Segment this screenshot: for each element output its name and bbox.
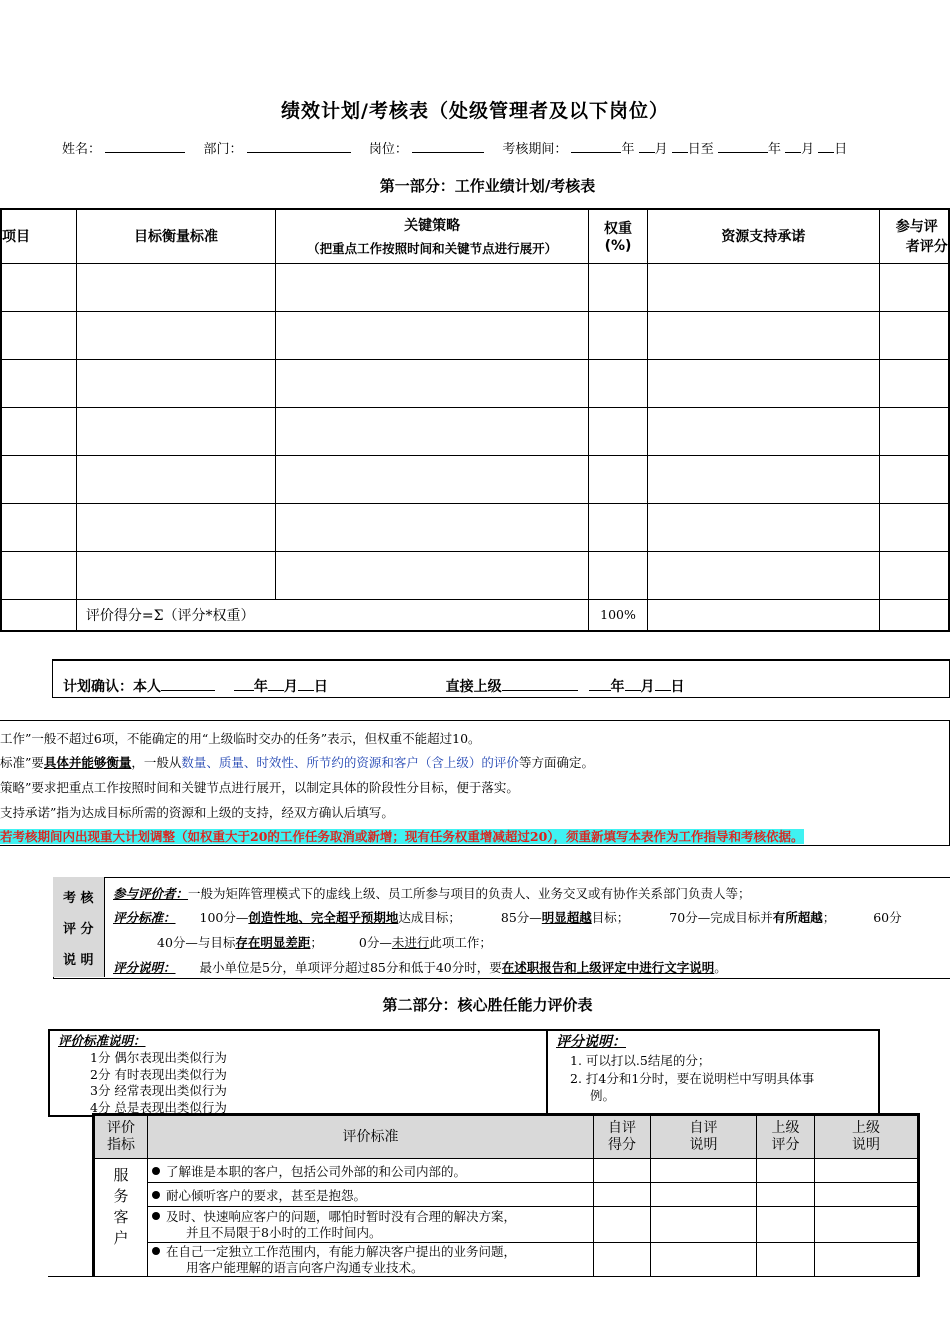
cell[interactable]	[594, 1207, 651, 1243]
s40-label: 40分—与目标	[157, 935, 236, 950]
note-2	[0, 753, 594, 771]
cell[interactable]	[589, 311, 648, 359]
cell[interactable]	[76, 263, 275, 311]
cell[interactable]	[76, 503, 275, 551]
table-row	[1, 551, 949, 599]
month-label: 月	[640, 679, 655, 695]
cell[interactable]	[879, 359, 949, 407]
score-row	[1, 599, 949, 631]
table-row	[1, 503, 949, 551]
standard-text: 及时、快速响应客户的问题，哪怕时暂时没有合理的解决方案，	[166, 1208, 517, 1224]
period-end-year-field[interactable]	[718, 140, 768, 153]
cell[interactable]	[647, 311, 879, 359]
bullet-icon	[152, 1247, 160, 1255]
header-self-note-line2: 说明	[689, 1137, 718, 1153]
period-end-month-field[interactable]	[785, 140, 801, 153]
cell[interactable]	[1, 551, 76, 599]
header-strategy	[276, 209, 589, 263]
s40-tail: ；	[310, 935, 323, 950]
year-label: 年	[610, 679, 625, 695]
score-note: 例。	[590, 1088, 616, 1103]
bottom-rule	[48, 1276, 154, 1277]
participant-title: 参与评价者：	[113, 886, 189, 901]
cell[interactable]	[276, 311, 589, 359]
note-5-highlight: 若考核期间内出现重大计划调整（如权重大于20的工作任务取消或新增；现有任务权重增减超过20），须重新填写本表作为工作指导和考核依据。	[0, 829, 804, 844]
header-indicator-line2: 指标	[107, 1137, 135, 1153]
indicator-cell	[94, 1159, 148, 1277]
indicator-char: 服	[113, 1166, 129, 1184]
standard-cell	[148, 1243, 594, 1277]
desc-tail: 。	[714, 960, 727, 975]
note-2-emphasis: 具体并能够衡量	[43, 755, 132, 770]
cell[interactable]	[757, 1159, 815, 1183]
criteria-item: 2分 有时表现出类似行为	[90, 1067, 227, 1082]
cell[interactable]	[1, 407, 76, 455]
score-note: 1. 可以打以.5结尾的分；	[570, 1053, 711, 1068]
desc-text: 最小单位是5分，单项评分超过85分和低于40分时，要	[199, 960, 502, 975]
score-notes-title: 评分说明：	[556, 1034, 626, 1050]
header-sup-score-line2: 评分	[771, 1137, 800, 1153]
note-1: 工作”一般不超过6项，不能确定的用“上级临时交办的任务”表示，但权重不能超过10。	[0, 731, 481, 746]
header-indicator	[94, 1115, 148, 1159]
cell[interactable]	[647, 455, 879, 503]
name-field[interactable]	[105, 140, 185, 153]
criteria-item: 4分 总是表现出类似行为	[90, 1100, 227, 1115]
self-signature-field[interactable]	[161, 678, 215, 691]
cell[interactable]	[647, 599, 879, 631]
cell[interactable]	[879, 551, 949, 599]
note-5	[0, 827, 804, 845]
header-sup-note-line1: 上级	[852, 1120, 880, 1136]
day-label: 日	[313, 679, 328, 695]
cell[interactable]	[589, 263, 648, 311]
cell[interactable]	[1, 503, 76, 551]
cell[interactable]	[1, 263, 76, 311]
month-label: 月	[801, 142, 815, 157]
cell[interactable]	[276, 455, 589, 503]
cell[interactable]	[647, 263, 879, 311]
self-day-field[interactable]	[298, 678, 314, 691]
standard-text: 用客户能理解的语言向客户沟通专业技术。	[186, 1259, 424, 1275]
cell[interactable]	[879, 599, 949, 631]
cell[interactable]	[757, 1207, 815, 1243]
header-participant-line1: 参与评	[895, 219, 938, 236]
note-2-part: 标准”要	[0, 755, 44, 770]
superior-month-field[interactable]	[625, 678, 641, 691]
competency-row	[94, 1243, 919, 1277]
note-3: 策略”要求把重点工作按照时间和关键节点进行展开，以制定具体的阶段性分目标，便于落实。	[0, 780, 519, 795]
note-2-part: 等方面确定。	[518, 755, 594, 770]
table-row	[1, 407, 949, 455]
post-field[interactable]	[412, 140, 484, 153]
score-formula: 评价得分=Σ（评分*权重）	[76, 599, 588, 631]
note-2-part: ，一般从	[131, 755, 182, 770]
cell[interactable]	[276, 407, 589, 455]
cell[interactable]	[815, 1159, 919, 1183]
s0-tail: 此项工作；	[429, 935, 492, 950]
header-resource: 资源支持承诺	[647, 209, 879, 263]
cell[interactable]	[276, 503, 589, 551]
header-sup-note-line2: 说明	[852, 1137, 880, 1153]
cell[interactable]	[815, 1243, 919, 1277]
header-participant	[879, 209, 949, 263]
period-label: 考核期间：	[502, 142, 568, 157]
criteria-divider	[546, 1029, 548, 1115]
dept-label: 部门：	[203, 142, 243, 157]
cell[interactable]	[76, 455, 275, 503]
table-row	[1, 311, 949, 359]
cell[interactable]	[594, 1243, 651, 1277]
page-title: 绩效计划/考核表（处级管理者及以下岗位）	[281, 100, 669, 122]
standard-text: 了解谁是本职的客户，包括公司外部的和公司内部的。	[166, 1163, 467, 1179]
self-year-field[interactable]	[234, 678, 254, 691]
standard-cell	[148, 1159, 594, 1183]
s70-tail: ；	[822, 910, 836, 925]
header-item: 项目	[1, 209, 76, 263]
cell[interactable]	[276, 551, 589, 599]
post-label: 岗位：	[368, 142, 408, 157]
day-label: 日	[834, 142, 848, 157]
standard-text: 并且不局限于8小时的工作时间内。	[186, 1224, 382, 1240]
header-self-note-line1: 自评	[689, 1120, 718, 1136]
header-target: 目标衡量标准	[76, 209, 275, 263]
period-start-day-field[interactable]	[672, 140, 688, 153]
criteria-item: 3分 经常表现出类似行为	[90, 1083, 227, 1098]
header-weight	[589, 209, 648, 263]
note-2-dimensions: 数量、质量、时效性、所节约的资源和客户（含上级）的评价	[181, 755, 519, 770]
day-to-label: 日至	[687, 142, 714, 157]
period-end-day-field[interactable]	[818, 140, 834, 153]
s100-emphasis: 创造性地、完全超乎预期地	[248, 910, 399, 925]
s70-emphasis: 有所超越	[772, 910, 823, 925]
s0-label: 0分—	[358, 935, 392, 950]
dept-field[interactable]	[247, 140, 351, 153]
info-line	[62, 138, 847, 157]
period-start-year-field[interactable]	[571, 140, 621, 153]
s85-tail: 目标；	[591, 910, 630, 925]
eval-label-line1: 考 核	[63, 891, 94, 906]
cell[interactable]	[76, 359, 275, 407]
cell[interactable]	[651, 1243, 757, 1277]
competency-table	[92, 1113, 920, 1277]
s70-label: 70分—完成目标并	[669, 910, 773, 925]
participant-desc	[113, 884, 751, 902]
criteria-item: 1分 偶尔表现出类似行为	[90, 1050, 227, 1065]
self-month-field[interactable]	[268, 678, 284, 691]
s40-emphasis: 存在明显差距	[235, 935, 311, 950]
superior-day-field[interactable]	[655, 678, 671, 691]
header-self-score	[594, 1115, 651, 1159]
desc-emphasis: 在述职报告和上级评定中进行文字说明	[501, 960, 715, 975]
header-weight-unit: (%)	[604, 238, 632, 255]
cell[interactable]	[651, 1159, 757, 1183]
bullet-icon	[152, 1167, 160, 1175]
score-desc	[113, 958, 727, 976]
score-note: 2. 打4分和1分时，要在说明栏中写明具体事	[570, 1071, 815, 1086]
superior-year-field[interactable]	[589, 678, 611, 691]
cell[interactable]	[589, 551, 648, 599]
header-self-note	[651, 1115, 757, 1159]
table-row	[1, 455, 949, 503]
note-4: 支持承诺”指为达成目标所需的资源和上级的支持，经双方确认后填写。	[0, 805, 394, 820]
eval-label-line3: 说 明	[63, 953, 94, 968]
indicator-char: 务	[113, 1187, 129, 1205]
cell[interactable]	[589, 455, 648, 503]
cell[interactable]	[594, 1183, 651, 1207]
month-label: 月	[283, 679, 298, 695]
desc-title: 评分说明：	[113, 960, 176, 975]
header-sup-note	[815, 1115, 919, 1159]
header-standard: 评价标准	[148, 1115, 594, 1159]
header-weight-label: 权重	[604, 221, 633, 238]
cell[interactable]	[879, 407, 949, 455]
table-row	[1, 359, 949, 407]
s60-label: 60分	[873, 910, 902, 925]
cell[interactable]	[589, 359, 648, 407]
header-participant-line2: 者评分	[905, 239, 948, 256]
competency-header-row	[94, 1115, 919, 1159]
cell[interactable]	[647, 359, 879, 407]
cell[interactable]	[651, 1183, 757, 1207]
cell[interactable]	[647, 503, 879, 551]
performance-plan-table	[0, 208, 950, 632]
cell[interactable]	[276, 359, 589, 407]
s85-label: 85分—	[500, 910, 542, 925]
standard-cell	[148, 1207, 594, 1243]
confirm-superior-label: 直接上级	[445, 679, 502, 695]
s100-tail: 达成目标；	[398, 910, 461, 925]
plan-confirm-line	[63, 676, 685, 696]
cell[interactable]	[1, 359, 76, 407]
cell[interactable]	[647, 551, 879, 599]
standard-text: 耐心倾听客户的要求，甚至是抱怨。	[166, 1187, 367, 1203]
standard-title: 评分标准：	[113, 910, 176, 925]
header-self-score-line2: 得分	[608, 1137, 636, 1153]
score-standard-line1	[113, 908, 902, 926]
score-standard-line2	[157, 933, 492, 951]
cell[interactable]	[76, 311, 275, 359]
superior-signature-field[interactable]	[502, 678, 578, 691]
cell[interactable]	[1, 455, 76, 503]
cell[interactable]	[879, 455, 949, 503]
name-label: 姓名：	[62, 142, 102, 157]
s85-emphasis: 明显超越	[541, 910, 592, 925]
criteria-title: 评价标准说明：	[58, 1033, 146, 1048]
table-header-row	[1, 209, 949, 263]
header-sup-score	[757, 1115, 815, 1159]
day-label: 日	[670, 679, 685, 695]
cell[interactable]	[651, 1207, 757, 1243]
cell[interactable]	[589, 503, 648, 551]
header-strategy-note: （把重点工作按照时间和关键节点进行展开）	[307, 241, 558, 257]
header-self-score-line1: 自评	[608, 1120, 636, 1136]
year-label: 年	[621, 142, 635, 157]
cell[interactable]	[1, 311, 76, 359]
period-start-month-field[interactable]	[639, 140, 655, 153]
total-weight: 100%	[589, 599, 648, 631]
confirm-self-label: 计划确认：本人	[63, 679, 161, 695]
part2-heading: 第二部分：核心胜任能力评价表	[382, 996, 593, 1014]
cell[interactable]	[647, 407, 879, 455]
competency-row	[94, 1207, 919, 1243]
month-label: 月	[654, 142, 668, 157]
cell[interactable]	[594, 1159, 651, 1183]
indicator-char: 客	[113, 1208, 129, 1226]
cell[interactable]	[879, 311, 949, 359]
cell[interactable]	[757, 1183, 815, 1207]
cell[interactable]	[276, 263, 589, 311]
cell[interactable]	[879, 503, 949, 551]
header-strategy-label: 关键策略	[404, 218, 461, 235]
cell[interactable]	[76, 551, 275, 599]
eval-desc-label	[53, 877, 105, 977]
cell[interactable]	[815, 1183, 919, 1207]
competency-row	[94, 1159, 919, 1183]
competency-row	[94, 1183, 919, 1207]
standard-cell	[148, 1183, 594, 1207]
cell[interactable]	[589, 407, 648, 455]
standard-text: 在自己一定独立工作范围内，有能力解决客户提出的业务问题，	[166, 1243, 517, 1259]
year-label: 年	[767, 142, 781, 157]
header-sup-score-line1: 上级	[771, 1120, 800, 1136]
participant-text: 一般为矩阵管理模式下的虚线上级、员工所参与项目的负责人、业务交叉或有协作关系部门负责人等；	[188, 886, 751, 901]
s0-emphasis: 未进行	[391, 935, 430, 950]
year-label: 年	[253, 679, 268, 695]
table-row	[1, 263, 949, 311]
bullet-icon	[152, 1191, 160, 1199]
cell[interactable]	[757, 1243, 815, 1277]
part1-heading: 第一部分：工作业绩计划/考核表	[379, 177, 596, 195]
cell[interactable]	[815, 1207, 919, 1243]
cell[interactable]	[76, 407, 275, 455]
cell[interactable]	[879, 263, 949, 311]
cell[interactable]	[1, 599, 76, 631]
header-indicator-line1: 评价	[107, 1120, 135, 1136]
indicator-char: 户	[113, 1229, 129, 1247]
bullet-icon	[152, 1212, 160, 1220]
eval-label-line2: 评 分	[63, 922, 94, 937]
s100-label: 100分—	[199, 910, 249, 925]
